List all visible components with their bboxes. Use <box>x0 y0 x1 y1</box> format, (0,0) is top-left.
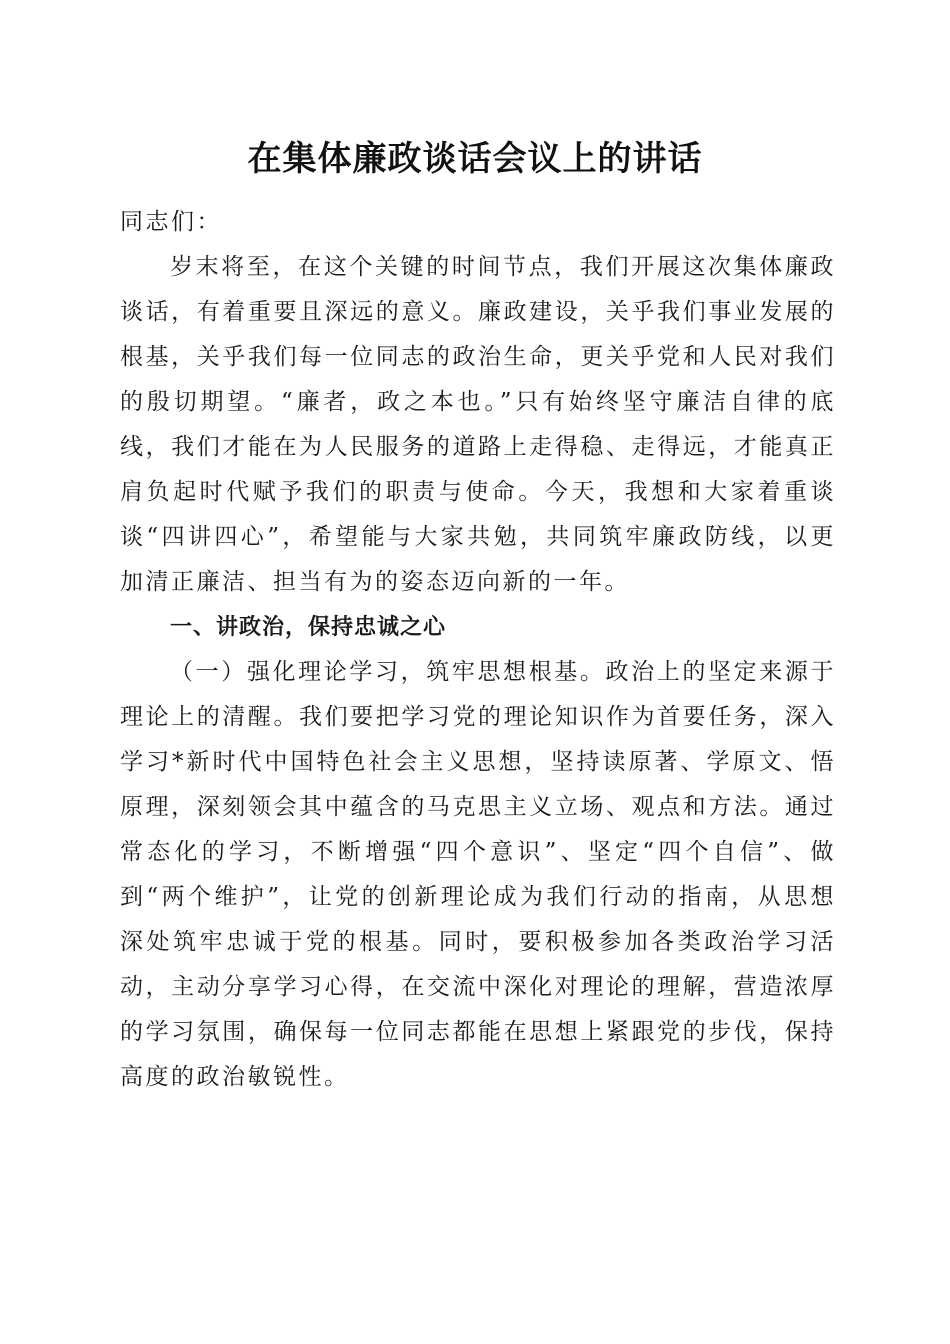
subsection-lead: （一）强化理论学习，筑牢思想根基。 <box>170 659 606 685</box>
section-paragraph <box>120 650 836 1100</box>
subsection-body: 政治上的坚定来源于理论上的清醒。我们要把学习党的理论知识作为首要任务，深入学习*新时代中国特色社会主义思想，坚持读原著、学原文、悟原理，深刻领会其中蕴含的马克思主义立场、观点和方法。通过常态化的学习，不断增强“四个意识”、坚定“四个自信”、做到“两个维护”，让党的创新理论成为我们行动的指南，从思想深处筑牢忠诚于党的根基。同时，要积极参加各类政治学习活动，主动分享学习心得，在交流中深化对理论的理解，营造浓厚的学习氛围，确保每一位同志都能在思想上紧跟党的步伐，保持高度的政治敏锐性。 <box>120 659 837 1090</box>
document-body <box>120 200 836 1100</box>
document-title: 在集体廉政谈话会议上的讲话 <box>247 139 703 179</box>
section-heading: 一、讲政治，保持忠诚之心 <box>170 615 447 640</box>
salutation: 同志们： <box>120 209 222 235</box>
intro-paragraph: 岁末将至，在这个关键的时间节点，我们开展这次集体廉政谈话，有着重要且深远的意义。廉政建设，关乎我们事业发展的根基，关乎我们每一位同志的政治生命，更关乎党和人民对我们的殷切期望。“廉者，政之本也。”只有始终坚守廉洁自律的底线，我们才能在为人民服务的道路上走得稳、走得远，才能真正肩负起时代赋予我们的职责与使命。今天，我想和大家着重谈谈“四讲四心”，希望能与大家共勉，共同筑牢廉政防线，以更加清正廉洁、担当有为的姿态迈向新的一年。 <box>120 254 836 595</box>
